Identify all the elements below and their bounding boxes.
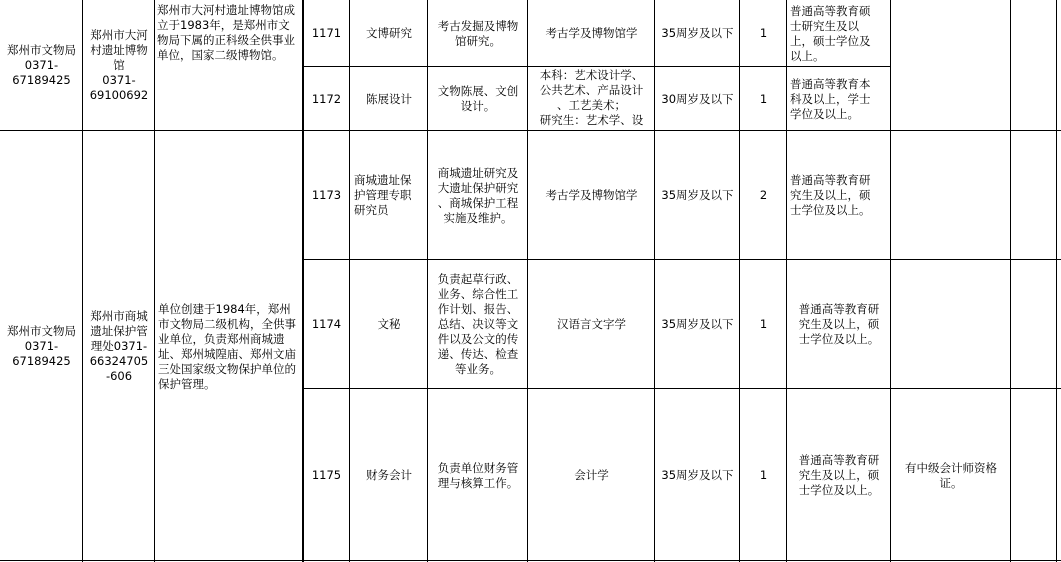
hire-count: 1 [759, 468, 768, 482]
major-cell [528, 389, 655, 562]
hire-count: 1 [759, 91, 768, 106]
unit-cell [83, 0, 155, 131]
post-duty: 商城遗址研究及 大遗址保护研究 、商城保护工程 实施及维护。 [437, 165, 519, 225]
major: 会计学 [574, 468, 609, 482]
column-border [154, 0, 155, 562]
age-cell [655, 0, 740, 67]
unit-description: 郑州市大河村遗址博物馆成立于1983年，是郑州市文物局下属的正科级全供事业单位，国家二级博物馆。 [157, 3, 295, 62]
post-name-cell [350, 131, 428, 260]
post-code: 1173 [311, 188, 342, 202]
column-border [1056, 0, 1057, 562]
education: 普通高等教育硕 士研究生及以 上，硕士学位及 以上。 [790, 3, 871, 63]
row-border [303, 259, 1061, 260]
hire-count: 2 [759, 188, 768, 202]
dept-cell [0, 0, 83, 131]
hire-count: 1 [759, 26, 768, 40]
major: 考古学及博物馆学 [545, 188, 638, 202]
count-cell [740, 131, 787, 260]
education-cell [787, 389, 891, 562]
major: 本科：艺术设计学、 公共艺术、产品设计 、工艺美术； 研究生：艺术学、设 [539, 68, 644, 127]
post-duty: 负责起草行政、 业务、综合性工 作计划、报告、 总结、决议等文 件以及公文的传 递、传达、检查 等业务。 [437, 272, 519, 376]
post-name: 商城遗址保 护管理专职 研究员 [354, 173, 412, 217]
major-cell [528, 67, 655, 131]
post-code-cell [303, 0, 350, 67]
note-cell [891, 0, 1011, 67]
post-name-cell [350, 67, 428, 131]
column-border [890, 0, 891, 562]
post-code: 1175 [311, 468, 342, 482]
post-duty-cell [428, 260, 528, 389]
age-limit: 35周岁及以下 [661, 468, 734, 482]
post-duty-cell [428, 0, 528, 67]
education-cell [787, 260, 891, 389]
unit-description-cell [155, 0, 303, 131]
age-cell [655, 131, 740, 260]
dept-text: 郑州市文物局 0371- 67189425 [7, 324, 76, 368]
note-cell [891, 67, 1011, 131]
count-cell [740, 389, 787, 562]
major-cell [528, 131, 655, 260]
post-duty: 负责单位财务管 理与核算工作。 [437, 460, 519, 490]
column-border [786, 0, 787, 562]
education-cell [787, 131, 891, 260]
education: 普通高等教育本 科及以上，学士 学位及以上。 [790, 76, 871, 121]
post-name: 陈展设计 [366, 91, 412, 106]
dept-cell [0, 131, 83, 562]
column-border [739, 0, 740, 562]
post-code-cell [303, 67, 350, 131]
column-border [302, 0, 304, 562]
age-limit: 35周岁及以下 [661, 188, 734, 202]
unit-description: 单位创建于1984年，郑州市文物局二级机构，全供事业单位，负责郑州商城遗址、郑州城隍庙、郑州文庙三处国家级文物保护单位的保护管理。 [158, 301, 296, 391]
column-border [654, 0, 655, 562]
post-code: 1174 [311, 317, 342, 331]
unit-description-cell [155, 131, 303, 562]
note-cell [891, 389, 1011, 562]
post-name: 文秘 [377, 317, 401, 331]
education-cell [787, 67, 891, 131]
post-name: 财务会计 [366, 468, 412, 482]
row-border [0, 130, 1061, 131]
post-duty: 文物陈展、文创 设计。 [437, 84, 519, 113]
age-cell [655, 389, 740, 562]
column-border [82, 0, 83, 562]
unit-text: 郑州市商城 遗址保护管 理处0371- 66324705 -606 [89, 309, 149, 383]
column-border [1010, 0, 1011, 562]
post-name-cell [350, 389, 428, 562]
hire-count: 1 [759, 317, 768, 331]
note-cell [891, 131, 1011, 260]
age-limit: 30周岁及以下 [661, 91, 734, 106]
post-duty-cell [428, 131, 528, 260]
education: 普通高等教育研 究生及以上，硕 士学位及以上。 [798, 453, 880, 497]
dept-text: 郑州市文物局 0371- 67189425 [7, 43, 76, 87]
age-limit: 35周岁及以下 [661, 317, 734, 331]
post-name: 文博研究 [366, 26, 412, 40]
post-name-cell [350, 0, 428, 67]
unit-cell [83, 131, 155, 562]
unit-text: 郑州市大河 村遗址博物 馆 0371- 69100692 [89, 28, 149, 102]
column-border [349, 0, 350, 562]
education-cell [787, 0, 891, 67]
column-border [527, 0, 528, 562]
row-border [303, 66, 891, 67]
age-limit: 35周岁及以下 [661, 26, 734, 40]
major-cell [528, 0, 655, 67]
row-border [0, 560, 1061, 561]
post-code: 1171 [311, 26, 342, 40]
post-duty-cell [428, 67, 528, 131]
note-cell [891, 260, 1011, 389]
post-name-cell [350, 260, 428, 389]
major: 汉语言文字学 [557, 317, 626, 331]
post-code: 1172 [311, 91, 342, 106]
education: 普通高等教育研 究生及以上，硕 士学位及以上。 [798, 302, 880, 346]
count-cell [740, 260, 787, 389]
note: 有中级会计师资格 证。 [905, 460, 997, 490]
row-border [303, 388, 1061, 389]
major: 考古学及博物馆学 [545, 26, 638, 40]
post-code-cell [303, 260, 350, 389]
post-code-cell [303, 389, 350, 562]
column-border [427, 0, 428, 562]
post-code-cell [303, 131, 350, 260]
count-cell [740, 0, 787, 67]
count-cell [740, 67, 787, 131]
age-cell [655, 67, 740, 131]
age-cell [655, 260, 740, 389]
education: 普通高等教育研 究生及以上，硕 士学位及以上。 [790, 173, 871, 217]
post-duty: 考古发掘及博物 馆研究。 [437, 18, 519, 48]
major-cell [528, 260, 655, 389]
post-duty-cell [428, 389, 528, 562]
